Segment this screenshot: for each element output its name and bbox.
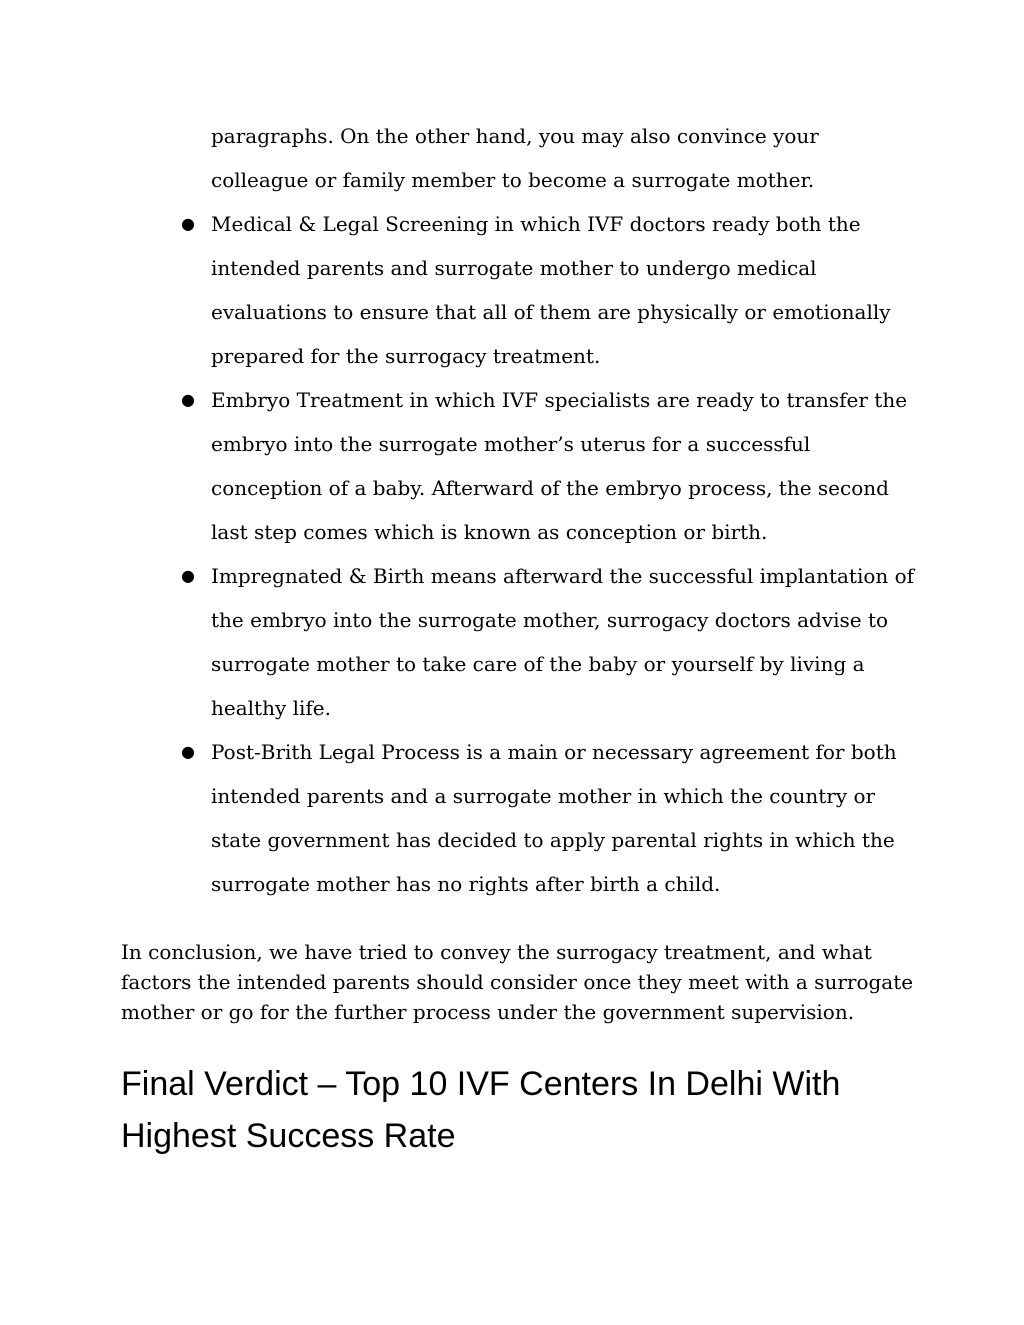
list-item-text: Impregnated & Birth means afterward the successful implantation of the embryo into the surrogate mother, surrogacy doctors advise to surrogate mother to take care of the baby or yourself by living a healthy life.: [211, 564, 915, 720]
list-item: [0, 730, 921, 906]
bullet-icon: ●: [181, 742, 195, 761]
conclusion-paragraph: In conclusion, we have tried to convey the surrogacy treatment, and what factors the intended parents should consider once they meet with a surrogate mother or go for the further process under the government supervision.: [121, 940, 914, 1024]
bullet-icon: ●: [181, 390, 195, 409]
list-item-text: Medical & Legal Screening in which IVF doctors ready both the intended parents and surrogate mother to undergo medical evaluations to ensure that all of them are physically or emotionally prepared for the surrogacy treatment.: [211, 212, 891, 368]
list-item: [0, 378, 921, 554]
continuation-paragraph: paragraphs. On the other hand, you may also convince your colleague or family member to become a surrogate mother.: [211, 124, 819, 192]
section-heading: Final Verdict – Top 10 IVF Centers In Delhi With Highest Success Rate: [121, 1065, 841, 1155]
bullet-list: [0, 202, 1024, 906]
list-item: [0, 554, 921, 730]
bullet-icon: ●: [181, 566, 195, 585]
list-item-text: Embryo Treatment in which IVF specialists are ready to transfer the embryo into the surrogate mother’s uterus for a successful conception of a baby. Afterward of the embryo process, the second last step comes which is known as conception or birth.: [211, 388, 908, 544]
list-item-text: Post-Brith Legal Process is a main or necessary agreement for both intended parents and a surrogate mother in which the country or state government has decided to apply parental rights in which the surrogate mother has no rights after birth a child.: [211, 740, 897, 896]
list-item: [0, 202, 921, 378]
bullet-icon: ●: [181, 214, 195, 233]
